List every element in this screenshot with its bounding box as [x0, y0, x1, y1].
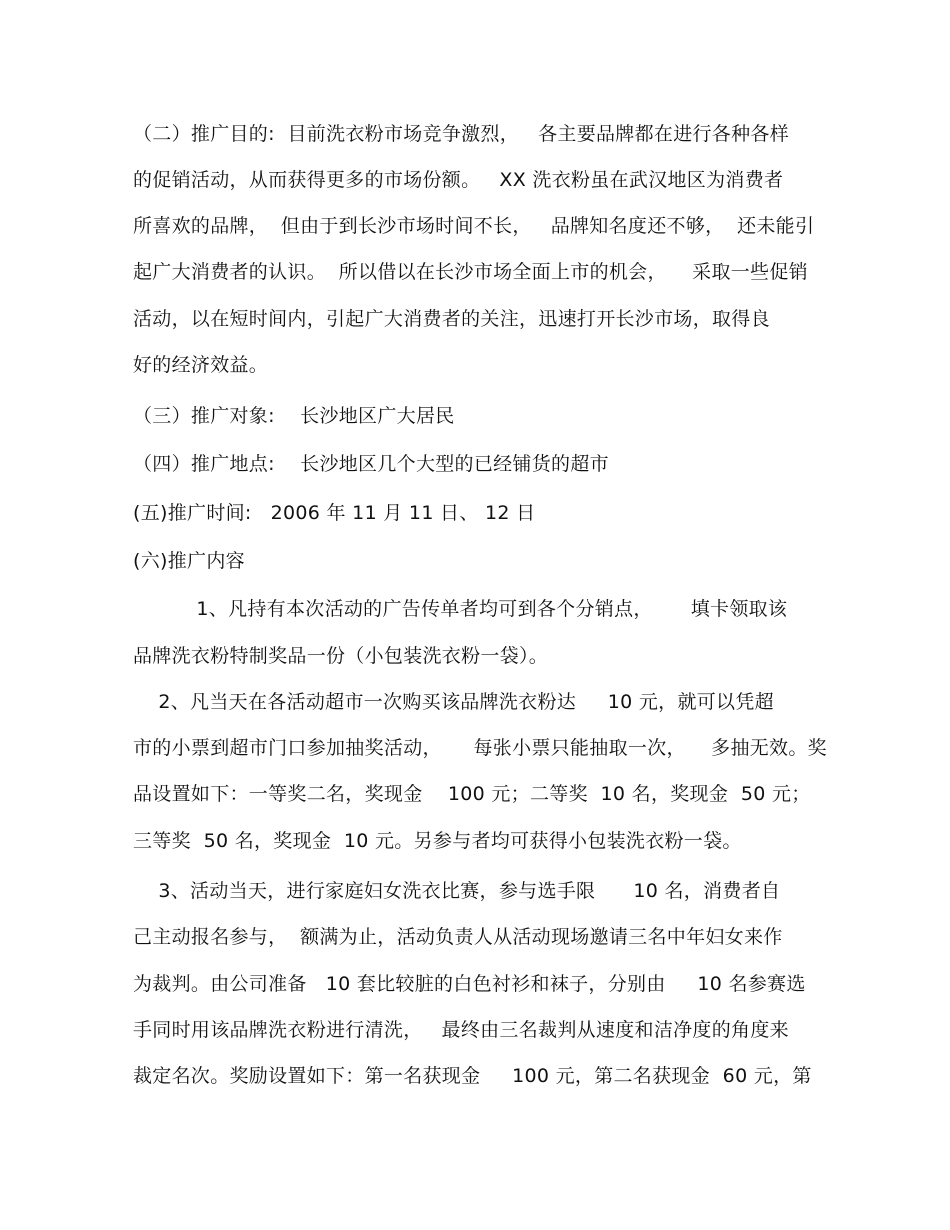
text-line: 2、凡当天在各活动超市一次购买该品牌洗衣粉达 10 元，就可以凭超	[133, 691, 774, 713]
text-line: 裁定名次。奖励设置如下：第一名获现金 100 元，第二名获现金 60 元，第	[133, 1065, 812, 1087]
text-line: 三等奖 50 名，奖现金 10 元。另参与者均可获得小包装洗衣粉一袋。	[133, 830, 742, 852]
section-heading: （四）推广地点: 长沙地区几个大型的已经铺货的超市	[133, 453, 609, 475]
text-line: 的促销活动，从而获得更多的市场份额。 XX 洗衣粉虽在武汉地区为消费者	[133, 169, 784, 191]
text-line: 手同时用该品牌洗衣粉进行清洗， 最终由三名裁判从速度和洁净度的角度来	[133, 1019, 789, 1041]
text-line: 为裁判。由公司准备 10 套比较脏的白色衬衫和袜子，分别由 10 名参赛选	[133, 973, 806, 995]
text-line: 起广大消费者的认识。 所以借以在长沙市场全面上市的机会， 采取一些促销	[133, 261, 808, 283]
text-line: 市的小票到超市门口参加抽奖活动， 每张小票只能抽取一次， 多抽无效。奖	[133, 737, 827, 759]
text-line: 1、凡持有本次活动的广告传单者均可到各个分销点， 填卡领取该	[133, 598, 788, 620]
section-heading: (五)推广时间: 2006 年 11 月 11 日、 12 日	[133, 502, 536, 524]
section-heading: (六)推广内容	[133, 550, 245, 572]
text-line: 所喜欢的品牌， 但由于到长沙市场时间不长， 品牌知名度还不够， 还未能引	[133, 215, 815, 237]
text-line: 品牌洗衣粉特制奖品一份（小包装洗衣粉一袋）。	[133, 645, 549, 667]
text-line: 品设置如下：一等奖二名，奖现金 100 元；二等奖 10 名，奖现金 50 元；	[133, 783, 811, 805]
text-line: （二）推广目的: 目前洗衣粉市场竞争激烈， 各主要品牌都在进行各种各样	[133, 123, 790, 145]
text-line: 活动，以在短时间内，引起广大消费者的关注，迅速打开长沙市场，取得良	[133, 308, 770, 330]
text-line: 3、活动当天，进行家庭妇女洗衣比赛，参与选手限 10 名，消费者自	[133, 880, 781, 902]
text-line: 己主动报名参与， 额满为止，活动负责人从活动现场邀请三名中年妇女来作	[133, 926, 783, 948]
section-heading: （三）推广对象: 长沙地区广大居民	[133, 405, 455, 427]
text-line: 好的经济效益。	[133, 354, 269, 376]
